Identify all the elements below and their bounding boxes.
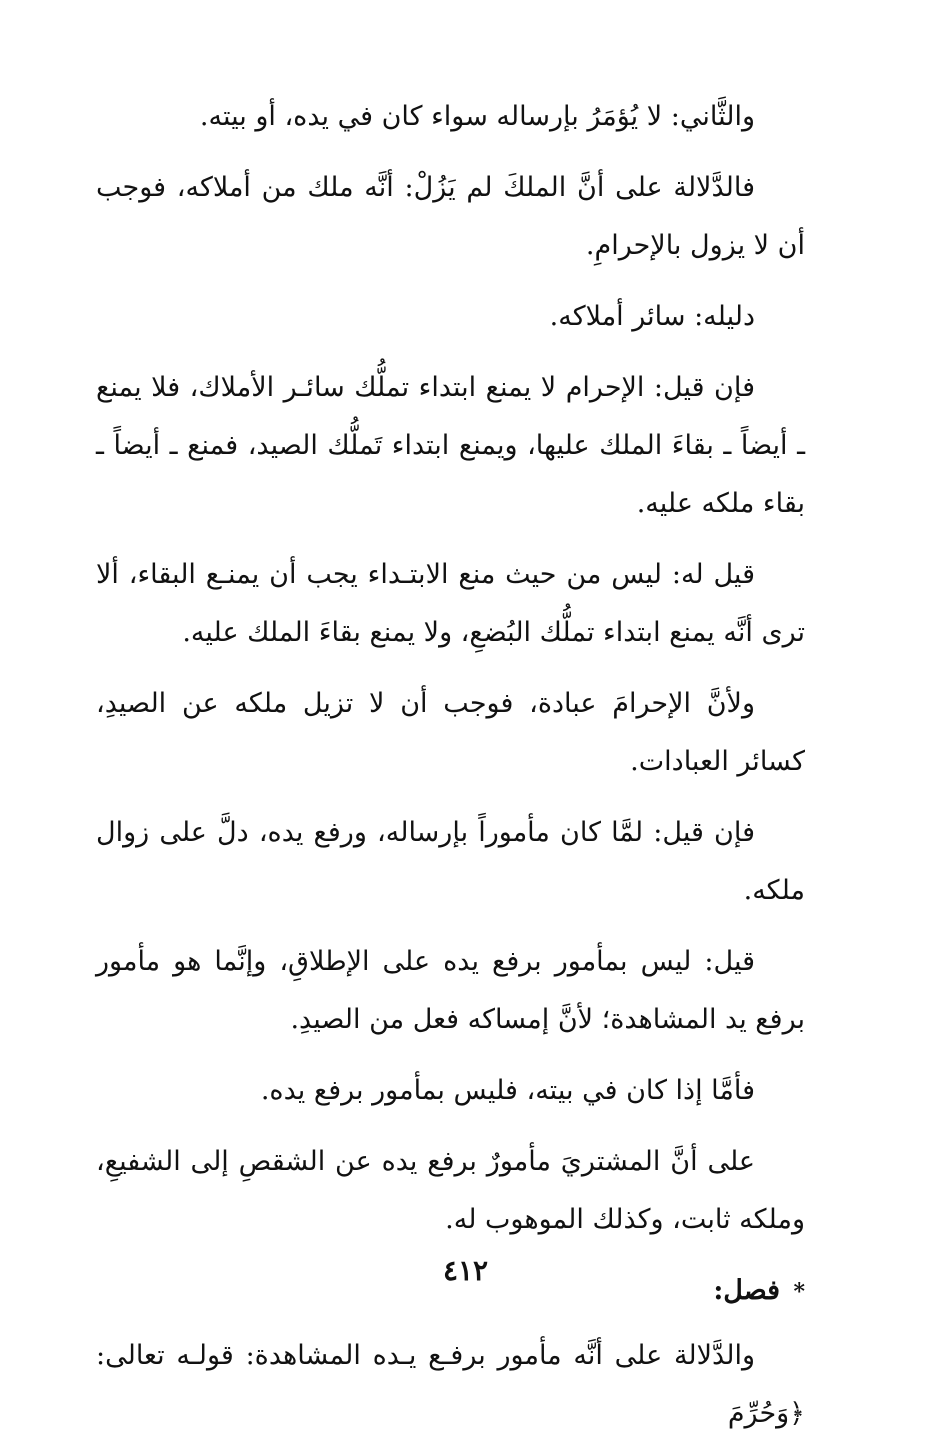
paragraph-9: فأمَّا إذا كان في بيته، فليس بمأمور برفع يده. [260, 1075, 755, 1106]
paragraph-8: قيل: ليس بمأمور برفع يده على الإطلاقِ، وإنَّما هو مأمور برفع يد المشاهدة؛ لأنَّ إمساكه فعل من الصيدِ. [96, 946, 805, 1035]
paragraph-5: قيل له: ليس من حيث منع الابتـداء يجب أن يمنـع البقاء، ألا ترى أنَّه يمنع ابتداء تملُّك البُضعِ، ولا يمنع بقاءَ الملك عليه. [96, 559, 805, 648]
page-number: ٤١٢ [442, 1254, 489, 1287]
star-bullet-icon: * [793, 1279, 805, 1305]
paragraph-3: دليله: سائر أملاكه. [549, 301, 755, 332]
paragraph-1: والثَّاني: لا يُؤمَرُ بإرساله سواء كان في يده، أو بيته. [199, 101, 755, 132]
paragraph-10: على أنَّ المشتريَ مأمورٌ برفع يده عن الشقصِ إلى الشفيعِ، وملكه ثابت، وكذلك الموهوب له. [96, 1146, 805, 1235]
paragraph-4: فإن قيل: الإحرام لا يمنع ابتداء تملُّك سائـر الأملاك، فلا يمنع ـ أيضاً ـ بقاءَ الملك عليها، ويمنع ابتداء تَملُّك الصيد، فمنع ـ أيضاً ـ بقاء ملكه عليه. [96, 372, 805, 519]
paragraph-2: فالدَّلالة على أنَّ الملكَ لم يَزُلْ: أنَّه ملك من أملاكه، فوجب أن لا يزول بالإحرامِ. [96, 172, 805, 261]
paragraph-final: والدَّلالة على أنَّه مأمور برفـع يـده المشاهدة: قولـه تعالى: ﴿وَحُرِّمَ [96, 1340, 805, 1429]
paragraph-7: فإن قيل: لمَّا كان مأموراً بإرساله، ورفع يده، دلَّ على زوال ملكه. [96, 817, 805, 906]
paragraph-6: ولأنَّ الإحرامَ عبادة، فوجب أن لا تزيل ملكه عن الصيدِ، كسائر العبادات. [96, 688, 805, 777]
section-heading-label: فصل: [713, 1275, 781, 1306]
